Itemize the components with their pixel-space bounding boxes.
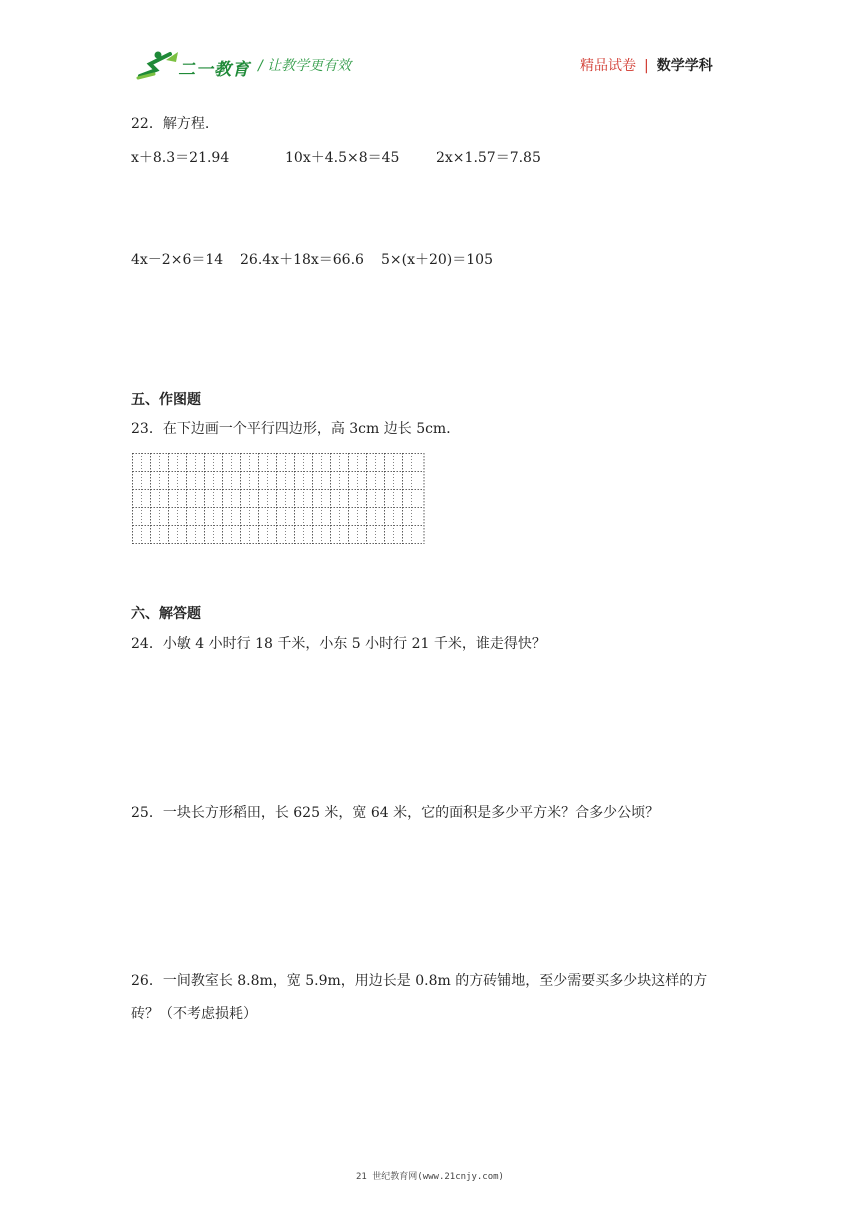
q23-text: 23．在下边画一个平行四边形，高 3cm 边长 5cm． [131,421,461,437]
q22-eq-6: 5×(x＋20)＝105 [381,252,493,268]
q22-eq-4: 4x－2×6＝14 [131,252,224,268]
q26-text-line1: 26．一间教室长 8.8m，宽 5.9m，用边长是 0.8m 的方砖铺地，至少需要买多少块这样的方 [131,973,708,989]
q22-eq-3: 2x×1.57＝7.85 [436,150,541,166]
footer: 21 世纪教育网(www.21cnjy.com) [356,1172,504,1182]
section-5-title: 五、作图题 [131,392,201,408]
header-right [580,55,713,75]
dotted-grid [132,453,426,545]
subject: 数学学科 [656,58,713,74]
section-6-title: 六、解答题 [131,606,201,622]
q26-text-line2: 砖？（不考虑损耗） [131,1006,257,1022]
runner-logo-icon [136,50,182,80]
paper-type: 精品试卷 [580,58,636,74]
drawing-grid [132,453,426,549]
brand-name: 二一教育 [178,60,250,80]
header-separator: | [644,58,649,74]
q22-eq-1: x＋8.3＝21.94 [131,150,230,166]
q22-title: 22．解方程. [131,116,210,132]
slogan: / 让教学更有效 [258,58,352,74]
q25-text: 25．一块长方形稻田，长 625 米，宽 64 米，它的面积是多少平方米？合多少公顷？ [131,805,660,821]
q24-text: 24．小敏 4 小时行 18 千米，小东 5 小时行 21 千米，谁走得快？ [131,636,546,652]
q22-eq-2: 10x＋4.5×8＝45 [285,150,400,166]
q22-eq-5: 26.4x＋18x＝66.6 [240,252,364,268]
